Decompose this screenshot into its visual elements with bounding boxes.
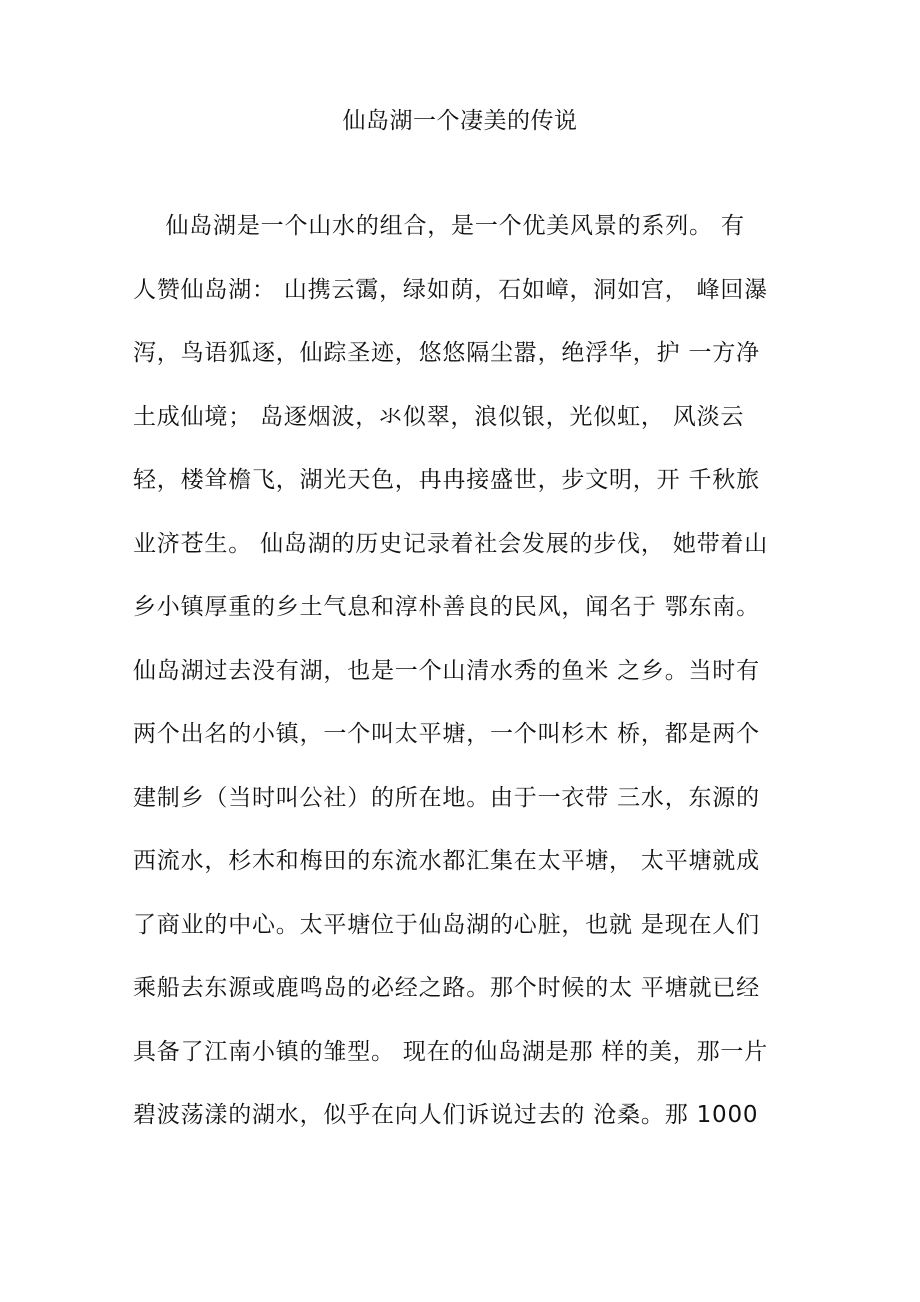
body-line-13: 乘船去东源或鹿鸣岛的必经之路。那个时候的太 平塘就已经 [133,975,760,1001]
body-line-6: 业济苍生。 仙岛湖的历史记录着社会发展的步伐， 她带着山 [133,530,769,557]
body-line-14: 具备了江南小镇的雏型。 现在的仙岛湖是那 样的美，那一片 [133,1038,769,1065]
document-body [133,204,793,1157]
body-line-15: 碧波荡漾的湖水，似乎在向人们诉说过去的 沧桑。那 1000 [133,1102,759,1128]
body-line-9: 两个出名的小镇，一个叫太平塘，一个叫杉木 桥，都是两个 [133,721,760,747]
body-line-4: 土成仙境； 岛逐烟波，氺似翠，浪似银，光似虹， 风淡云 [133,403,745,430]
body-line-1: 仙岛湖是一个山水的组合，是一个优美风景的系列。 有 [133,213,745,239]
body-line-10: 建制乡（当时叫公社）的所在地。由于一衣带 三水，东源的 [133,784,760,811]
body-line-3: 泻，鸟语狐逐，仙踪圣迹，悠悠隔尘嚣，绝浮华，护 一方净 [133,340,760,366]
body-line-11: 西流水，杉木和梅田的东流水都汇集在太平塘， 太平塘就成 [133,848,760,874]
body-line-12: 了商业的中心。太平塘位于仙岛湖的心脏，也就 是现在人们 [133,911,760,938]
body-line-5: 轻，楼耸檐飞，湖光天色，冉冉接盛世，步文明，开 千秋旅 [133,467,760,493]
body-line-2: 人赞仙岛湖： 山携云霭，绿如荫，石如嶂，洞如宫， 峰回瀑 [133,276,769,303]
body-line-7: 乡小镇厚重的乡土气息和淳朴善良的民风，闻名于 鄂东南。 [133,594,760,620]
document-title: 仙岛湖一个凄美的传说 [342,108,578,134]
body-line-8: 仙岛湖过去没有湖，也是一个山清水秀的鱼米 之乡。当时有 [133,657,760,684]
